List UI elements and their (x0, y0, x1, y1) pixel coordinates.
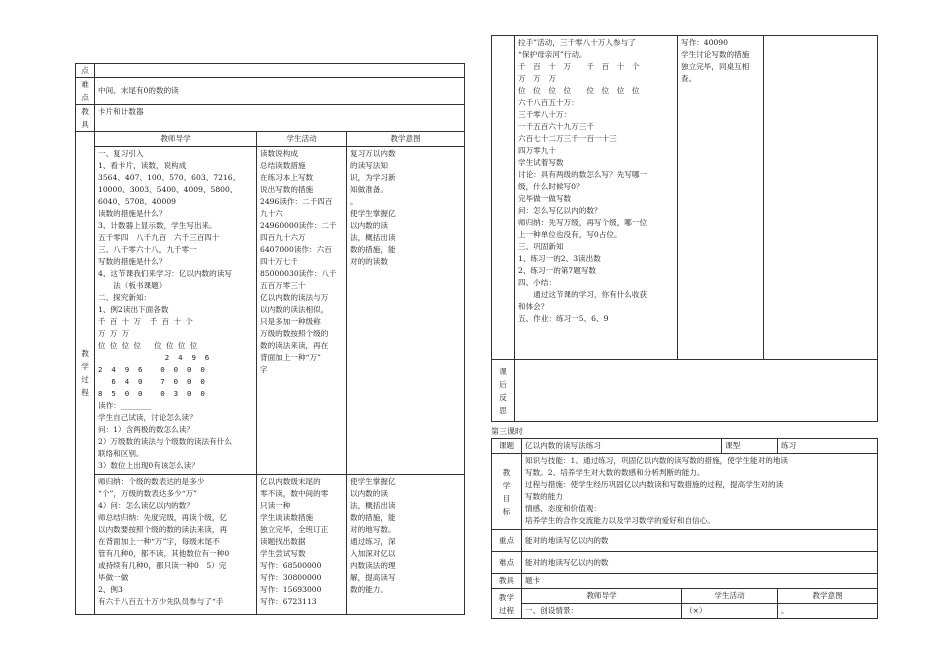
goals-label: 教 学 目 标 (492, 454, 522, 530)
right-student-cell: 写作：40090 学生讨论写数的措施 独立完毕，同桌互相 查。 (678, 36, 764, 360)
lesson3-header-teacher: 教师导学 (522, 589, 682, 604)
lesson3-process-label: 教学 过程 (492, 589, 522, 619)
lesson3-teacher-row1: 一、创设情景： (522, 604, 682, 619)
lesson3-intent-row1: 。 (778, 604, 878, 619)
type-value: 练习 (778, 439, 878, 454)
blank-label-cell (492, 36, 515, 360)
process-label: 教 学 过 程 (76, 132, 95, 615)
reflection-label: 课 后 反 思 (492, 360, 515, 422)
third-lesson-title: 第三课时 (491, 427, 523, 436)
row-label-nandian: 难 点 (76, 78, 95, 105)
student-cell-2: 亿以内数级末尾的 零不读，数中间的零 只读一种 学生谈读数措施 独立完毕，全班订正 读题找出数据 学生尝试写数 写作：68500000 写作：30800000 写作：15693000 写作：6723113 (257, 475, 347, 615)
key-content: 能对的地读写亿以内的数 (522, 530, 878, 552)
goals-content: 知识与技能：1、通过练习，巩固亿以内数的读写数的措施，使学生能对的地读 写数。2、培养学生对大数的数感和分析判断的能力。 过程与措施：使学生经历巩固亿以内数读和写数措施的过程，提高学生对的读 写数的能力 情感、态度和价值观： 培养学生的合作交流能力以及学习数学的爱好和自信心。 (522, 454, 878, 530)
left-lesson-table (75, 63, 465, 615)
teacher-cell-1: 一、复习引入 1、看卡片，读数，说构成 3564、407、100、570、603、7216、 10000、3003、5400、4009、5800、 6040、5708、40009 读数的措施是什么？ 3、计数器上显示数，学生写出来。 五千零四 八千九百 六千三百四十 三、八千零六十八，九千零一 写数的措施是什么？ 4、这节课我们来学习：亿以内数的读写 法（板书课题） 二、探究新知： 1、例2读出下面各数 千 百 十 万 千 百 十 个 万 万 万 位 位 位 位 位 位 位 位 2 4 9 6 2 4 9 6 0 0 0 0 6 4 0 7 0 0 0 8 5 0 0 0 3 0 0 读作：________ 学生自己试读，讨论怎么读？ 问：1）含两极的数怎么读？ 2）万级数的读法与个级数的读法有什么 联络和区别。 3）数位上出现0有该怎么读？ (95, 147, 257, 475)
tools-label: 教具 (492, 574, 522, 589)
type-label: 课型 (722, 439, 778, 454)
place-value-grid: 千 百 十 万 千 百 十 个 万 万 万 位 位 位 位 位 位 位 位 2 4 9 6 2 4 9 6 0 0 0 0 6 4 0 7 0 0 0 8 5 0 0 0 3 0 0 (98, 317, 210, 398)
right-continuation-table (491, 35, 878, 422)
intent-cell-1: 复习万以内数 的读写法知 识，为学习新 知做准备。 。 使学生掌握亿 以内数的读 法，概括出读 数的措施，能 对的的读数 (347, 147, 465, 475)
tools-content: 题卡 (522, 574, 878, 589)
teacher-cell-2: 师归纳：个级的数表达的是多少 “个”，万级的数表达多少“万” 4）问：怎么读亿以内的数？ 师总结归纳：先度完级，再读个级，亿 以内数要按照个级的数的读法来读，再 在背面加上一种“万”字，每级末尾不 管有几种0，都不读，其他数位有一种0 或持续有几种0，都只读一种0 5）完 毕做一做 2、例3 有六千八百五十万少先队员参与了“手 (95, 475, 257, 615)
key-label: 重点 (492, 530, 522, 552)
row-label-jiaoju: 教 具 (76, 105, 95, 132)
lesson3-student-row1: （×） (682, 604, 778, 619)
header-teacher: 教师导学 (95, 132, 257, 147)
student-cell-1: 读数说构成 总结读数措施 在练习本上写数 说出写数的措施 2496读作：二千四百 九十六 24960000读作：二千 四百九十六万 6407000读作：六百 四十万七千 85000030读作：八千 五百万零三十 亿以内数的读法与万 以内数的读法相似， 只是多加一种级称 万级的数按照个级的 数的读法来读，再在 背面加上一种“万” 字 (257, 147, 347, 475)
right-teacher-cell: 拉手”活动，三千零八十万人参与了 “保护母亲河”行动。 千 百 十 万 千 百 十 个 万 万 万 位 位 位 位 位 位 位 位 六千八百五十万： 三千零八十万： 一千五百六十九万三千 六百七十二万三千一百一十三 四万零九十 学生试着写数 讨论：具有两级的数怎么写？先写哪一 级，什么时候写0？ 完毕做一做写数 问：怎么写亿以内的数？ 师归纳：先写万级，再写个级，哪一位 上一种单位也没有，写0占位。 三、巩固新知 1、练习一的2、3读出数 2、练习一的第7题写数 四、小结： 通过这节课的学习，你有什么收获 和体会？ 五、作业：练习一5、6、9 (515, 36, 678, 360)
header-student: 学生活动 (257, 132, 347, 147)
intent-cell-2: 使学生掌握亿 以内数的读 法，概括出读 数的措施，能 对的地写数。 通过练习，深 入加深对亿以 内数读法的理 解，提高读写 数的能力。 (347, 475, 465, 615)
right-intent-cell (764, 36, 878, 360)
difficult-label: 难点 (492, 552, 522, 574)
reflection-content (515, 360, 878, 422)
row-label-dian: 点 (76, 64, 95, 78)
lesson3-header-intent: 教学意图 (778, 589, 878, 604)
lesson3-header-student: 学生活动 (682, 589, 778, 604)
row-content-dian (95, 64, 465, 78)
topic-value: 亿以内数的读写法练习 (522, 439, 722, 454)
row-content-jiaoju: 卡片和计数器 (95, 105, 465, 132)
difficult-content: 能对的地读写亿以内的数 (522, 552, 878, 574)
row-content-nandian: 中间、末尾有0的数的读 (95, 78, 465, 105)
topic-label: 课题 (492, 439, 522, 454)
header-intent: 教学意图 (347, 132, 465, 147)
lesson3-table (491, 438, 878, 619)
